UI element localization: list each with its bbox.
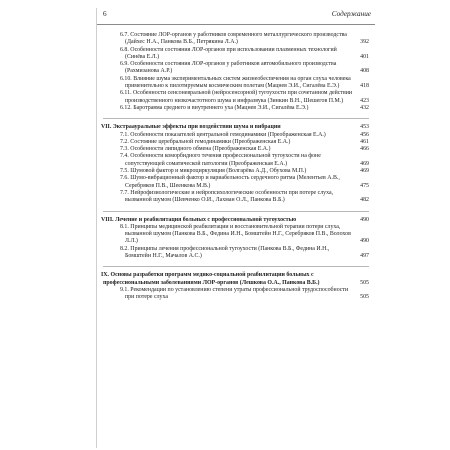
toc-entry-6-10: 6.10. Влияние шума экспериментальных систем жизнеобеспечения на орган слуха человека применительно к пилотируемым космическим полетам (Мацнев Э.И., Сигалёва Е.Э.) 418 [120, 75, 369, 90]
toc-entry-7-7: 7.7. Нейрофизиологические и нейропсихологические особенности при потере слуха, вызванной шумом (Шевченко О.И., Лахман О.Л., Панкова В.Б.) 482 [120, 189, 369, 204]
table-of-contents [97, 32, 375, 302]
page-header [97, 8, 375, 25]
toc-chapter-7: VII. Экстраауральные эффекты при воздействии шума и вибрации 453 [101, 124, 369, 131]
running-title: Содержание [331, 10, 371, 18]
section-divider [103, 118, 369, 119]
toc-entry-8-2: 8.2. Принципы лечения профессиональной тугоухости (Панкова В.Б., Федина И.Н., Бомштейн Н.Г., Мачалов А.С.) 497 [120, 245, 369, 260]
toc-entry-7-6: 7.6. Шумо-вибрационный фактор и вариабельность сердечного ритма (Мелентьев А.В., Серебряков П.В., Шеенкова М.В.) 475 [120, 175, 369, 189]
document-page [96, 8, 375, 448]
toc-entry-7-5: 7.5. Шумовой фактор и микроциркуляция (Волгарёва А.Д., Обухова М.П.) 469 [120, 168, 369, 175]
toc-entry-6-11: 6.11. Особенности сенсоневральной (нейросенсорной) тугоухости при сочетанном действии производственного низкочастотного шума и инфразвука (Зинкин В.Н., Шешегов П.М.) 423 [120, 90, 369, 104]
toc-chapter-9: IX. Основы разработки программ медико-социальной реабилитации больных с профессиональными заболеваниями ЛОР-органов (Лешкова О.А., Панкова В.Б.) 505 [101, 272, 369, 286]
toc-entry-6-12: 6.12. Баротравма среднего и внутреннего уха (Мацнев Э.И., Сигалёва Е.Э.) 432 [120, 104, 369, 111]
toc-entry-7-2: 7.2. Состояние церебральной гемодинамики (Преображенская Е.А.) 461 [120, 138, 369, 145]
section-divider [103, 211, 369, 212]
toc-entry-7-3: 7.3. Особенности липидного обмена (Преображенская Е.А.) 466 [120, 146, 369, 153]
toc-entry-7-4: 7.4. Особенности коморбидного течения профессиональной тугоухости на фоне сопутствующей соматической патологии (Преображенская Е.А.) 469 [120, 153, 369, 167]
page-number: 6 [103, 10, 107, 18]
toc-entry-9-1: 9.1. Рекомендации по установлению степени утраты профессиональной трудоспособности при потере слуха 505 [120, 286, 369, 301]
toc-entry-6-9: 6.9. Особенности состояния ЛОР-органов у работников автомобильного производства (Рахмизанова А.Р.) 408 [120, 61, 369, 75]
toc-entry-6-7: 6.7. Состояние ЛОР-органов у работников современного металлургического производства (Дайхес Н.А., Панкова В.Б., Петрякина Л.А.) 392 [120, 32, 369, 46]
toc-entry-7-1: 7.1. Особенности показателей центральной гемодинамики (Преображенская Е.А.) 456 [120, 131, 369, 138]
toc-entry-8-1: 8.1. Принципы медицинской реабилитации и восстановительной терапии потери слуха, вызванной шумом (Панкова В.Б., Федина И.Н., Бомштейн Н.Г., Серебряков П.В., Волохов Л.Л.) 490 [120, 223, 369, 245]
toc-chapter-8: VIII. Лечение и реабилитация больных с профессиональной тугоухостью 490 [101, 216, 369, 223]
section-divider [103, 266, 369, 267]
toc-entry-6-8: 6.8. Особенности состояния ЛОР-органов при использовании плазменных технологий (Синёва Е.Л.) 401 [120, 46, 369, 60]
